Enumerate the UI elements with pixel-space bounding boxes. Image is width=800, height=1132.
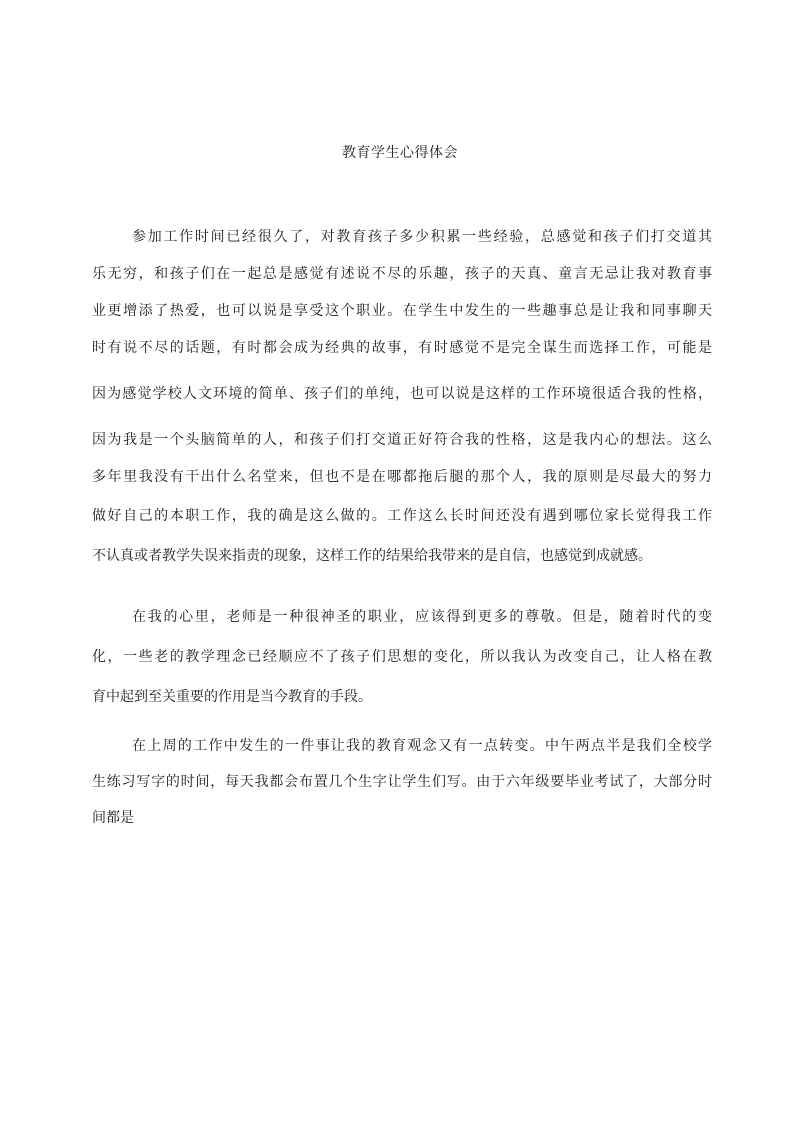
paragraph-1-line-5: 因为感觉学校人文环境的简单、孩子们的单纯，也可以说是这样的工作环境很适合我的性格， (92, 386, 712, 402)
paragraph-1-line-1: 参加工作时间已经很久了，对教育孩子多少积累一些经验，总感觉和孩子们打交道其 (132, 229, 712, 245)
paragraph-1-line-8: 做好自己的本职工作，我的确是这么做的。工作这么长时间还没有遇到哪位家长觉得我工作 (92, 508, 712, 524)
paragraph-2-line-3: 育中起到至关重要的作用是当今教育的手段。 (92, 689, 372, 705)
paragraph-1-line-4: 时有说不尽的话题，有时都会成为经典的故事，有时感觉不是完全谋生而选择工作，可能是 (92, 340, 712, 356)
paragraph-1-line-7: 多年里我没有干出什么名堂来，但也不是在哪都拖后腿的那个人，我的原则是尽最大的努力 (92, 469, 712, 485)
paragraph-3-line-1: 在上周的工作中发生的一件事让我的教育观念又有一点转变。中午两点半是我们全校学 (132, 738, 712, 754)
document-title: 教育学生心得体会 (342, 145, 458, 161)
paragraph-1-line-3: 业更增添了热爱，也可以说是享受这个职业。在学生中发生的一些趣事总是让我和同事聊天 (92, 303, 712, 319)
paragraph-3-line-3: 间都是 (92, 810, 134, 826)
paragraph-2-line-2: 化，一些老的教学理念已经顺应不了孩子们思想的变化，所以我认为改变自己，让人格在教 (92, 649, 712, 665)
paragraph-1-line-2: 乐无穷，和孩子们在一起总是感觉有述说不尽的乐趣，孩子的天真、童言无忌让我对教育事 (92, 266, 712, 282)
paragraph-1-line-9: 不认真或者教学失误来指责的现象，这样工作的结果给我带来的是自信，也感觉到成就感。 (92, 548, 652, 564)
paragraph-3-line-2: 生练习写字的时间，每天我都会布置几个生字让学生们写。由于六年级要毕业考试了，大部分时 (92, 774, 712, 790)
paragraph-2-line-1: 在我的心里，老师是一种很神圣的职业，应该得到更多的尊敬。但是，随着时代的变 (132, 609, 712, 625)
paragraph-1-line-6: 因为我是一个头脑简单的人，和孩子们打交道正好符合我的性格，这是我内心的想法。这么 (92, 432, 712, 448)
